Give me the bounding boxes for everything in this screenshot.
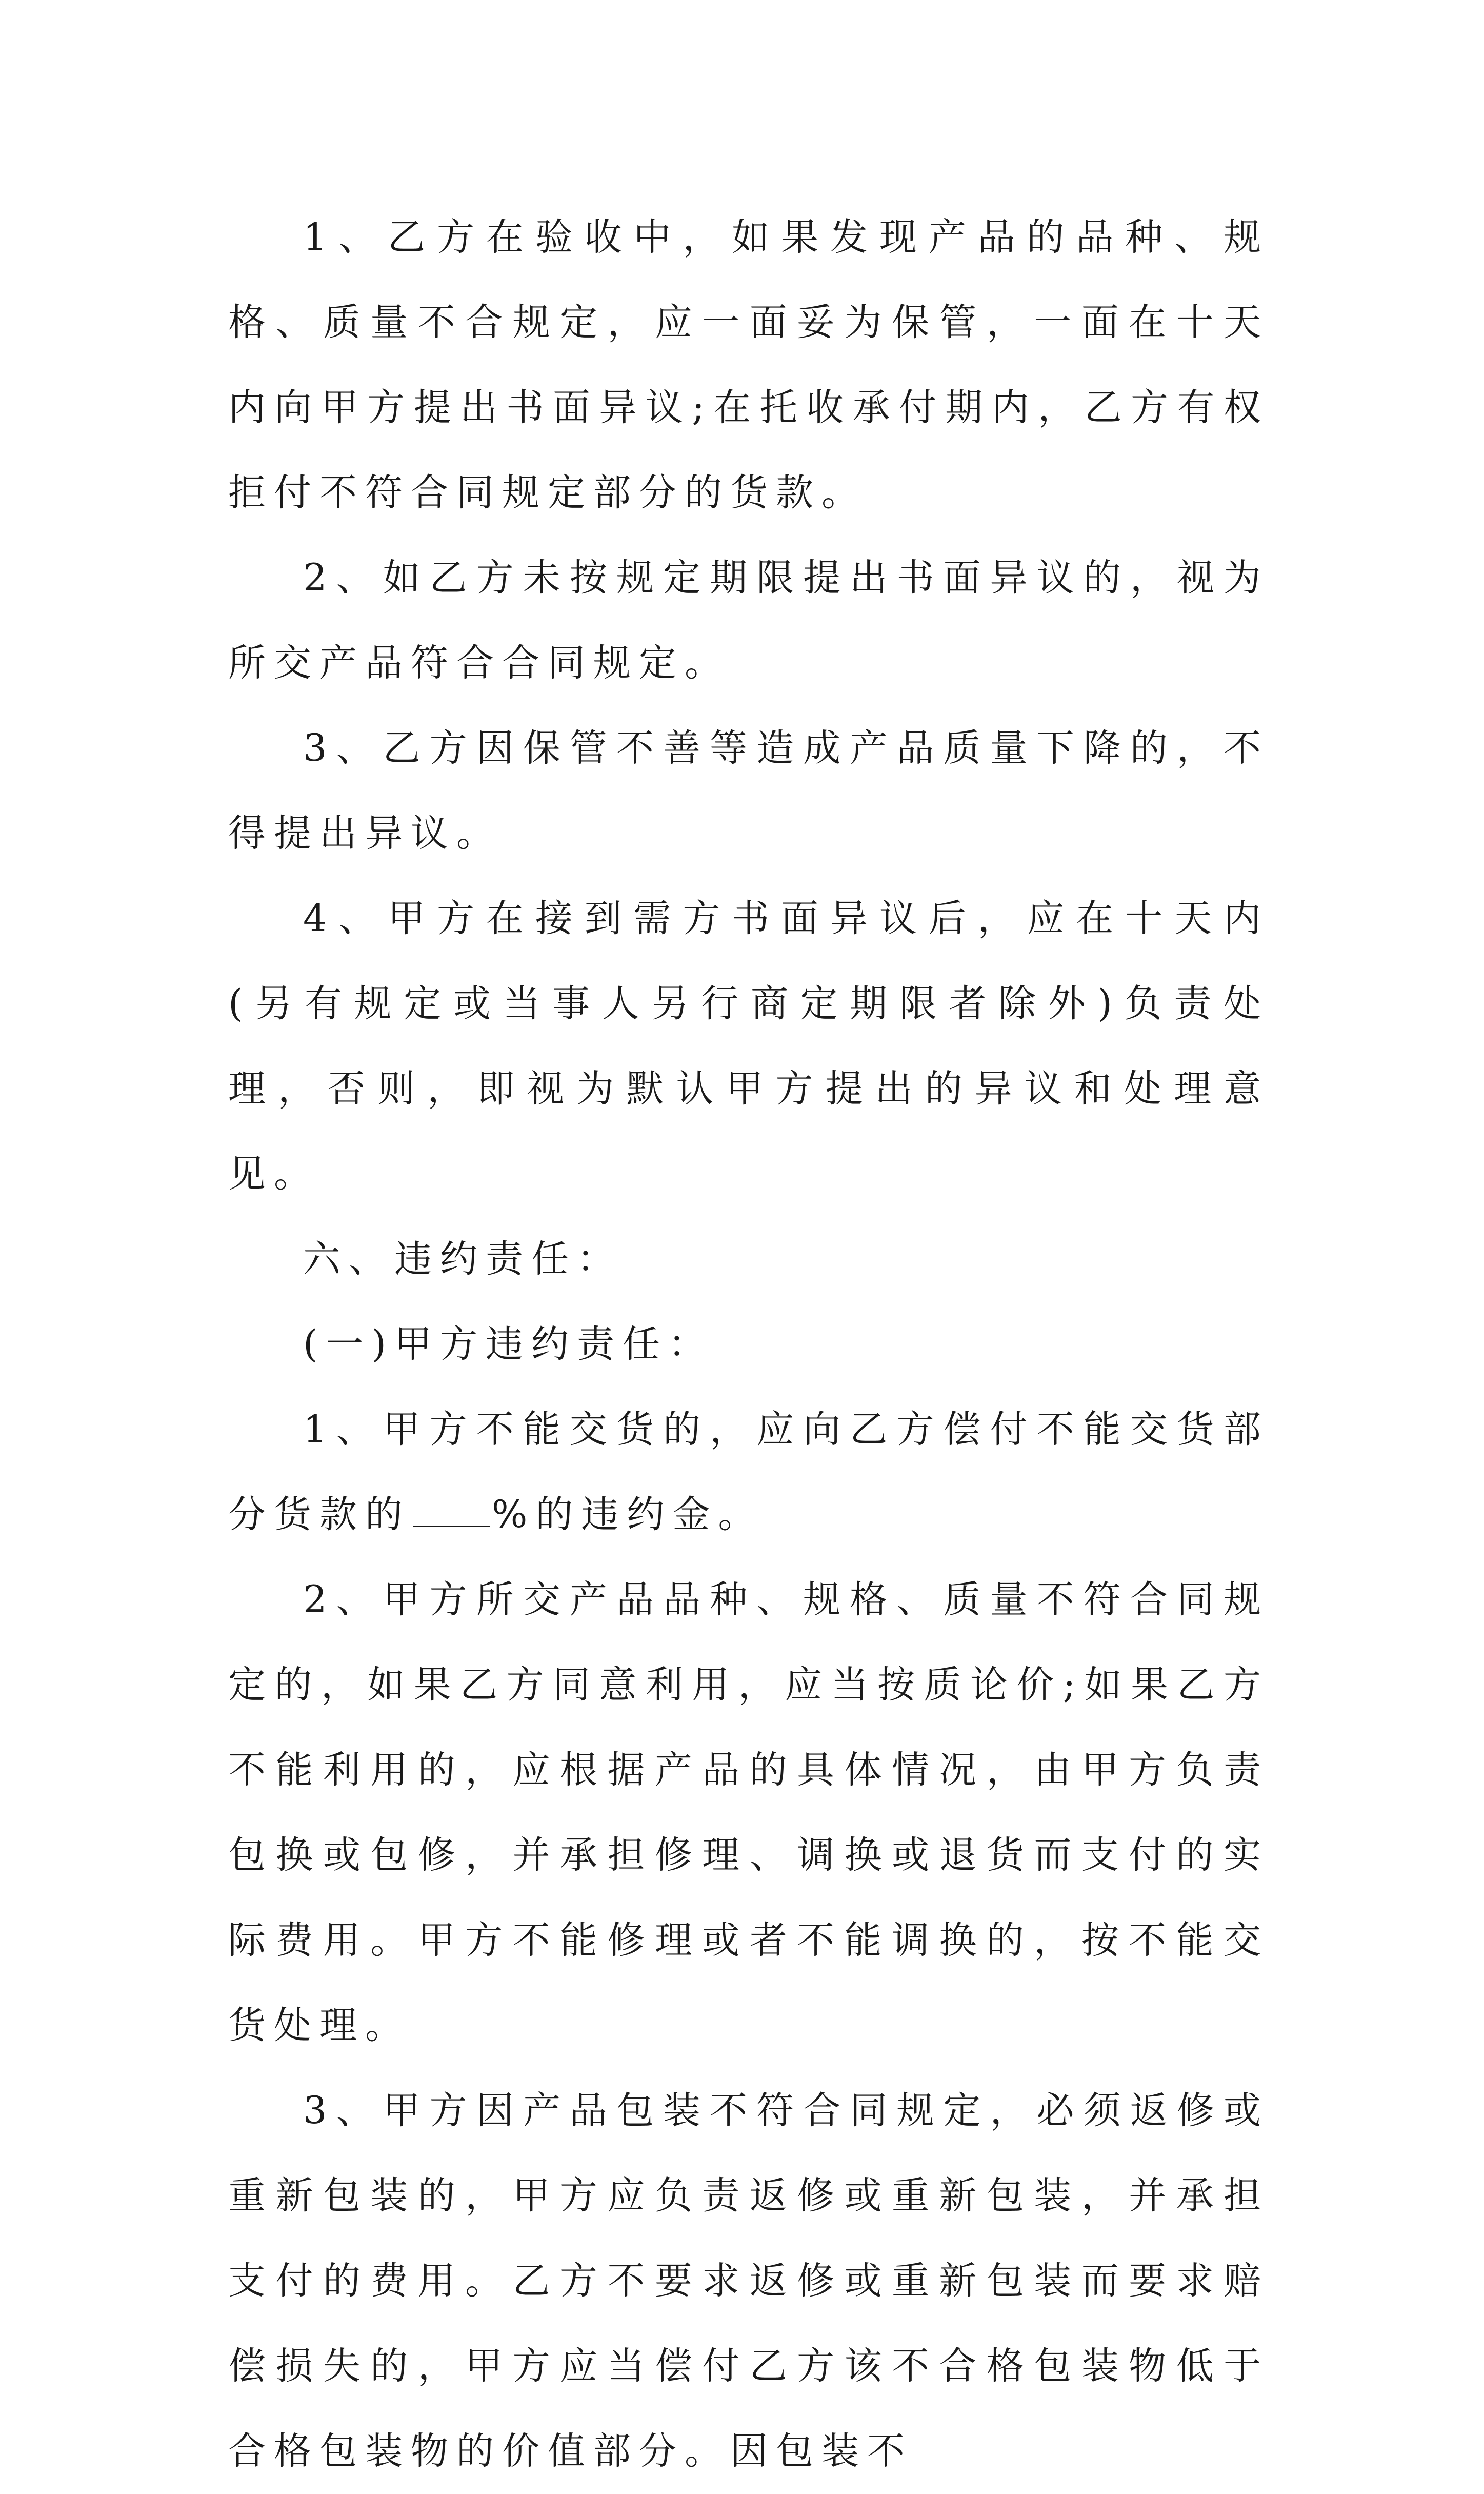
- paragraph-nondelivery-penalty: [228, 1387, 1269, 1557]
- penalty-rate-blank: [413, 1490, 490, 1527]
- subsection-heading-party-a: (一)甲方违约责任：: [303, 1322, 714, 1366]
- document-body: [228, 195, 1269, 2494]
- paragraph-objection-handling: 4、甲方在接到需方书面异议后，应在十天内(另有规定或当事人另行商定期限者除外)负责处理，否则，即视为默认甲方提出的异议和处理意见。: [228, 897, 1269, 1196]
- paragraph-inspection-objection: 1、乙方在验收中，如果发现产品的品种、规格、质量不合规定，应一面妥为保管，一面在十天内向甲方提出书面异议;在托收承付期内，乙方有权拒付不符合同规定部分的货款。: [228, 215, 1269, 514]
- paragraph-quality-nonconformity: 2、甲方所交产品品种、规格、质量不符合同规定的，如果乙方同意利用，应当按质论价;如果乙方不能利用的，应根据产品的具体情况，由甲方负责包换或包修，并承担修理、调换或退货而支付的实际费用。甲方不能修理或者不能调换的，按不能交货处理。: [228, 1578, 1269, 2047]
- penalty-text-before: 1、甲方不能交货的，应向乙方偿付不能交货部分货款的: [228, 1408, 1269, 1536]
- section-heading-liability: 六、违约责任：: [303, 1237, 623, 1281]
- penalty-text-after: %的违约金。: [492, 1493, 764, 1536]
- paragraph-packaging-nonconformity: 3、甲方因产品包装不符合同规定，必须返修或重新包装的，甲方应负责返修或重新包装，并承担支付的费用。乙方不要求返修或重新包装而要求赔偿损失的，甲方应当偿付乙方该不合格包装物低于合格包装物的价值部分。因包装不: [228, 2089, 1269, 2473]
- paragraph-improper-storage: 3、乙方因保管不善等造成产品质量下降的，不得提出异议。: [228, 726, 1269, 855]
- paragraph-objection-deadline: 2、如乙方未按规定期限提出书面异议的，视为所交产品符合合同规定。: [228, 556, 1269, 685]
